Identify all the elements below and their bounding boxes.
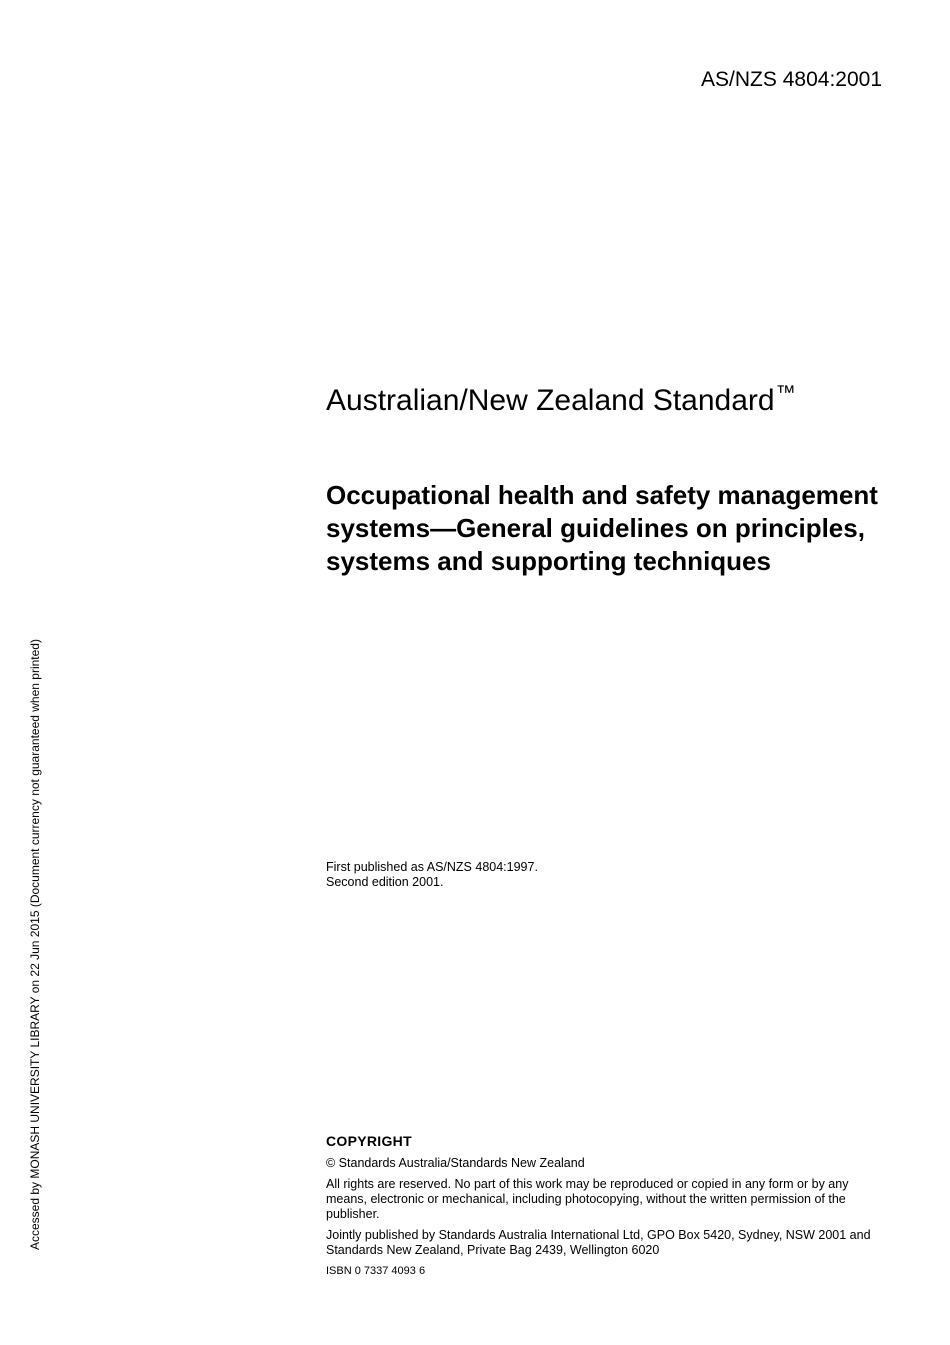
- copyright-block: [326, 1132, 882, 1278]
- copyright-publishers: Jointly published by Standards Australia International Ltd, GPO Box 5420, Sydney, NSW 2001 and Standards New Zealand, Private Bag 2439, Wellington 6020: [326, 1228, 871, 1257]
- copyright-rights: All rights are reserved. No part of this work may be reproduced or copied in any form or by any means, electronic or mechanical, including photocopying, without the written permission of the publisher.: [326, 1177, 849, 1221]
- first-published-line: First published as AS/NZS 4804:1997.: [326, 860, 538, 874]
- standard-number: AS/NZS 4804:2001: [701, 68, 882, 91]
- copyright-owner: © Standards Australia/Standards New Zealand: [326, 1156, 585, 1170]
- edition-line: Second edition 2001.: [326, 875, 444, 889]
- document-title: Occupational health and safety management systems—General guidelines on principles, systems and supporting techniques: [326, 480, 878, 576]
- publication-info: [326, 860, 538, 890]
- series-title-text: Australian/New Zealand Standard: [326, 384, 775, 417]
- copyright-heading: COPYRIGHT: [326, 1133, 412, 1149]
- series-title: [326, 374, 796, 420]
- trademark-symbol: ™: [775, 382, 796, 404]
- access-note: Accessed by MONASH UNIVERSITY LIBRARY on 22 Jun 2015 (Document currency not guaranteed when printed): [28, 639, 42, 1250]
- isbn: ISBN 0 7337 4093 6: [326, 1265, 426, 1277]
